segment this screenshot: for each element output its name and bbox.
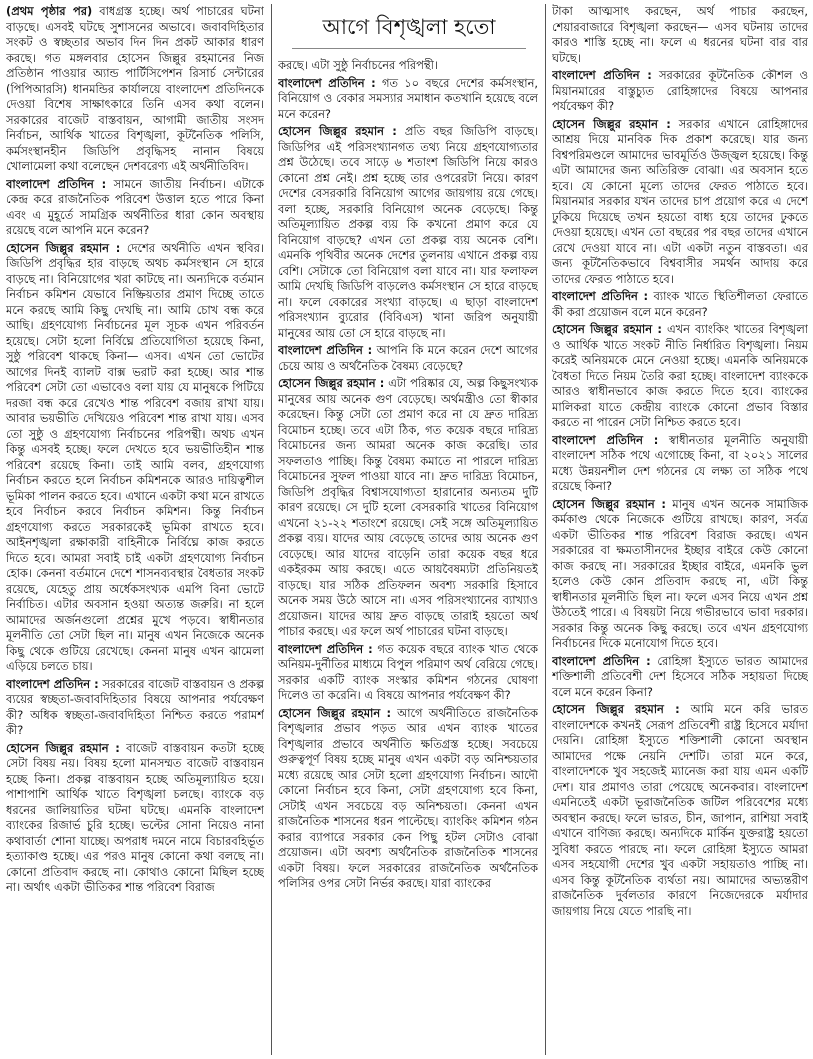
- answer-paragraph: [552, 117, 808, 288]
- paragraph-text: সরকারের বাজেট বাস্তবায়ন ও প্রকল্প ব্যয়ের স্বচ্ছতা-জবাবদিহিতার বিষয়ে আপনার পর্যবেক্ষণ কী? অধিক স্বচ্ছতা-জবাবদিহিতা নিশ্চিত করতে পরামর্শ কী?: [6, 676, 264, 737]
- paragraph-text: টাকা আত্মসাৎ করছেন, অর্থ পাচার করছেন, শেয়ারবাজারে বিশৃঙ্খলা করছেন— এসব ঘটনায় তাদের কারও শাস্তি হচ্ছে না। ফলে এ ধরনের ঘটনা বার বার ঘটছে।: [552, 4, 808, 65]
- question-paragraph: [552, 289, 808, 320]
- answer-paragraph: [278, 124, 538, 341]
- answer-paragraph: [552, 322, 808, 431]
- speaker-label: হোসেন জিল্লুর রহমান :: [278, 376, 385, 390]
- text-paragraph: [552, 4, 808, 66]
- speaker-label: বাংলাদেশ প্রতিদিন :: [278, 641, 373, 656]
- paragraph-text: করছে। এটা সুষ্ঠু নির্বাচনের পরিপন্থী।: [278, 58, 438, 72]
- continued-label: (প্রথম পৃষ্ঠার পর): [6, 4, 93, 18]
- column-2: [278, 58, 538, 1056]
- text-paragraph: [6, 4, 264, 175]
- answer-paragraph: [278, 376, 538, 640]
- paragraph-text: আমি মনে করি ভারত বাংলাদেশকে কখনই সেরূপ প্রতিবেশী রাষ্ট্র হিসেবে মর্যাদা দেয়নি। রোহিঙ্গা ইস্যুতে শক্তিশালী কোনো অবস্থান আমাদের পক্ষে নেয়নি দেশটি। তারা মনে করে, বাংলাদেশকে খুব সহজেই ম্যানেজ করা যায় এমন একটি দেশ। যার প্রমাণও তারা পেয়েছে অনেকবার। বাংলাদেশ এমনিতেই একটা ভূরাজনৈতিক জটিল পরিবেশের মধ্যে অবস্থান করছে। ফলে ভারত, চীন, জাপান, রাশিয়া সবাই এখানে বাণিজ্য করছে। অন্যদিকে মার্কিন যুক্তরাষ্ট্র হয়তো সুবিধা করতে পারছে না। ফলে রোহিঙ্গা ইস্যুতে আমরা এসব সহযোগী দেশের খুব একটা সহায়তাও পাচ্ছি না। এসব কিন্তু কূটনৈতিক ব্যর্থতা নয়। আমাদের অভ্যন্তরীণ রাজনৈতিক দুর্বলতার কারণে নিজেদেরকে মর্যাদার জায়গায় নিয়ে যেতে পারছি না।: [552, 702, 808, 918]
- paragraph-text: সরকারের কূটনৈতিক কৌশল ও মিয়ানমারের বাস্তুচ্যুত রোহিঙ্গাদের বিষয়ে আপনার পর্যবেক্ষণ কী?: [552, 68, 808, 113]
- speaker-label: হোসেন জিল্লুর রহমান :: [278, 124, 397, 138]
- paragraph-text: বাজেট বাস্তবায়ন কতটা হচ্ছে সেটা বিষয় নয়। বিষয় হলো মানসম্মত বাজেট বাস্তবায়ন হচ্ছে কিনা। প্রকল্প বাস্তবায়ন হচ্ছে অতিমূল্যায়িত হয়ে। পাশাপাশি আর্থিক খাতে বিশৃঙ্খলা চলছে। ব্যাংকে বড় ধরনের জালিয়াতির ঘটনা ঘটছে। এমনকি বাংলাদেশ ব্যাংকের রিজার্ভ চুরি হচ্ছে। ভল্টের সোনা নিয়েও নানা কথাবার্তা শোনা যাচ্ছে। অপরাধ দমনে নামে বিচারবহির্ভূত হত্যাকাণ্ড হচ্ছে। এর পরও মানুষ কোনো কথা বলছে না। কোনো প্রতিবাদ করছে না। কোথাও কোনো মিছিল হচ্ছে না। অর্থাৎ একটা ভীতিকর শান্ত পরিবেশ বিরাজ: [6, 740, 264, 894]
- text-paragraph: [278, 58, 538, 74]
- paragraph-text: আপনি কি মনে করেন দেশে আগের চেয়ে আয় ও অর্থনৈতিক বৈষম্য বেড়েছে?: [278, 343, 538, 373]
- answer-paragraph: [278, 706, 538, 892]
- speaker-label: বাংলাদেশ প্রতিদিন :: [552, 432, 659, 447]
- paragraph-text: স্বাধীনতার মূলনীতি অনুযায়ী বাংলাদেশ সঠিক পথে এগোচ্ছে কিনা, বা ২০২১ সালের মধ্যে উন্নয়নশীল দেশ গঠনের যে লক্ষ্য তা সঠিক পথে রয়েছে কিনা?: [552, 432, 808, 493]
- paragraph-text: বাধগ্রস্ত হচ্ছে। অর্থ পাচারের ঘটনা বাড়ছে। এসবই ঘটছে সুশাসনের অভাবে। জবাবদিহিতার সংকট ও স্বচ্ছতার অভাব দিন দিন প্রকট আকার ধারণ করছে। গত মঙ্গলবার হোসেন জিল্লুর রহমানের নিজ প্রতিষ্ঠান পাওয়ার অ্যান্ড পার্টিসিপেশন রিসার্চ সেন্টারের (পিপিআরসি) ধানমন্ডির কার্যালয়ে বাংলাদেশ প্রতিদিনকে দেওয়া বিশেষ সাক্ষাৎকারে তিনি এসব কথা বলেন। সরকারের বাজেট বাস্তবায়ন, আগামী জাতীয় সংসদ নির্বাচন, আর্থিক খাতের বিশৃঙ্খলা, কূটনৈতিক পলিসি, কর্মসংস্থানহীন জিডিপি প্রবৃদ্ধিসহ নানান বিষয়ে খোলামেলা কথা বলেছেন দেশবরেণ্য এই অর্থনীতিবিদ।: [6, 4, 264, 173]
- question-paragraph: [6, 177, 264, 239]
- speaker-label: হোসেন জিল্লুর রহমান :: [552, 322, 662, 336]
- speaker-label: হোসেন জিল্লুর রহমান :: [552, 702, 680, 716]
- column-3: [552, 4, 808, 1056]
- paragraph-text: ব্যাংক খাতে স্থিতিশীলতা ফেরাতে কী করা প্রয়োজন বলে মনে করেন?: [552, 289, 808, 319]
- paragraph-text: সরকার এখানে রোহিঙ্গাদের আশ্রয় দিয়ে মানবিক দিক প্রকাশ করেছে। যার জন্য বিশ্বপরিমণ্ডলে আমাদের ভাবমূর্তিও উজ্জ্বল হয়েছে। কিন্তু এটা আমাদের জন্য অতিরিক্ত বোঝা। এর অবসান হতে হবে। যে কোনো মূল্যে তাদের ফেরত পাঠাতে হবে। মিয়ানমার সরকার যখন তাদের চাপ প্রয়োগ করে এ দেশে ঢুকিয়ে দিয়েছে তখন হয়তো বাধ্য হয়ে তাদের ঢুকতে দেওয়া হয়েছে। এখন তো বছরের পর বছর তাদের এখানে রেখে দেওয়া যাবে না। এটা একটা নতুন বাস্তবতা। এর জন্য কূটনৈতিকভাবে বিশ্ববাসীর সমর্থন আদায় করে তাদের ফেরত পাঠাতে হবে।: [552, 116, 808, 286]
- paragraph-text: মানুষ এখন অনেক সামাজিক কর্মকাণ্ড থেকে নিজেকে গুটিয়ে রাখছে। কারণ, সর্বত্র একটা ভীতিকর শান্ত পরিবেশ বিরাজ করছে। এখন সরকারের বা ক্ষমতাসীনদের ইচ্ছার বাইরে কেউ কোনো কাজ করছে না। সরকারের ইচ্ছার বাইরে, এমনকি ভুল হলেও কেউ কোন প্রতিবাদ করছে না, এটা কিন্তু স্বাধীনতার মূলনীতি ছিল না। ফলে এসব নিয়ে এখন প্রশ্ন উঠতেই পারে। এ বিষয়টা নিয়ে গভীরভাবে ভাবা দরকার। সরকার কিন্তু অনেক কিছু করছে। তবে এখন গ্রহণযোগ্য নির্বাচনের দিকে মনোযোগ দিতে হবে।: [552, 496, 808, 650]
- question-paragraph: [278, 343, 538, 374]
- paragraph-text: আগে অর্থনীতিতে রাজনৈতিক বিশৃঙ্খলার প্রভাব পড়ত আর এখন ব্যাংক খাতের বিশৃঙ্খলার প্রভাবে অর্থনীতি ক্ষতিগ্রস্ত হচ্ছে। সবচেয়ে গুরুত্বপূর্ণ বিষয় হচ্ছে মানুষ এখন একটা বড় অনিশ্চয়তার মধ্যে রয়েছে আর সেটা হলো গ্রহণযোগ্য নির্বাচন। আদৌ কোনো নির্বাচন হবে কিনা, সেটা গ্রহণযোগ্য হবে কিনা, সেটাই এখন সবচেয়ে বড় অনিশ্চয়তা। কেননা এখন রাজনৈতিক শাসনের ধরন পাল্টেছে। ব্যাংকিং কমিশন গঠন করার ব্যাপারে সরকার কেন পিছু হটল সেটাও বোঝা প্রয়োজন। এটা অবশ্য অর্থনৈতিক রাজনৈতিক শাসনের একটা বিষয়। ফলে সরকারের রাজনৈতিক অর্থনৈতিক পলিসির ওপর সেটা নির্ভর করছে। যারা ব্যাংকের: [278, 705, 538, 890]
- answer-paragraph: [6, 741, 264, 896]
- paragraph-text: এখন ব্যাংকিং খাতের বিশৃঙ্খলা ও আর্থিক খাতে সংকট নীতি নির্ধারিত বিশৃঙ্খলা। নিয়ম করেই অনিয়মকে মেনে নেওয়া হচ্ছে। এমনকি অনিয়মকে বৈধতা দিতে নিয়ম তৈরি করা হচ্ছে। বাংলাদেশ ব্যাংককে আরও স্বাধীনভাবে কাজ করতে দিতে হবে। ব্যাংকের মালিকরা যাতে কেন্দ্রীয় ব্যাংকে কোনো প্রভাব বিস্তার করতে না পারেন সেটা নিশ্চিত করতে হবে।: [552, 322, 808, 429]
- speaker-label: বাংলাদেশ প্রতিদিন :: [552, 289, 649, 303]
- headline: [292, 8, 526, 49]
- question-paragraph: [552, 68, 808, 115]
- paragraph-text: সামনে জাতীয় নির্বাচন। এটাকে কেন্দ্র করে রাজনৈতিক পরিবেশ উত্তাল হতে পারে কিনা এবং এ মুহূর্তে সামগ্রিক অর্থনীতির ধারা কোন অবস্থায় রয়েছে বলে আপনি মনে করেন?: [6, 176, 264, 237]
- answer-paragraph: [6, 241, 264, 675]
- paragraph-text: গত ১০ বছরে দেশের কর্মসংস্থান, বিনিয়োগ ও বেকার সমস্যার সমাধান কতখানি হয়েছে বলে মনে করেন?: [278, 75, 538, 121]
- headline-text: আগে বিশৃঙ্খলা হতো: [322, 14, 496, 39]
- speaker-label: বাংলাদেশ প্রতিদিন :: [278, 75, 376, 90]
- speaker-label: হোসেন জিল্লুর রহমান :: [278, 705, 392, 720]
- column-1: [6, 4, 264, 1056]
- speaker-label: বাংলাদেশ প্রতিদিন :: [552, 68, 652, 82]
- speaker-label: হোসেন জিল্লুর রহমান :: [552, 116, 671, 131]
- paragraph-text: গত কয়েক বছরে ব্যাংক খাত থেকে অনিয়ম-দুর্নীতির মাধ্যমে বিপুল পরিমাণ অর্থ বেরিয়ে গেছে। সরকার একটি ব্যাংক সংস্কার কমিশন গঠনের ঘোষণা দিলেও তা করেনি। এ বিষয়ে আপনার পর্যবেক্ষণ কী?: [278, 641, 538, 702]
- column-rule: [545, 4, 546, 1055]
- speaker-label: বাংলাদেশ প্রতিদিন :: [552, 653, 651, 668]
- question-paragraph: [552, 654, 808, 701]
- speaker-label: বাংলাদেশ প্রতিদিন :: [6, 676, 99, 691]
- answer-paragraph: [552, 497, 808, 652]
- paragraph-text: এটা পরিষ্কার যে, অল্প কিছুসংখ্যক মানুষের আয় অনেক গুণ বেড়েছে। অর্থমন্ত্রীও তো স্বীকার করেছেন। কিন্তু সেটা তো প্রমাণ করে না যে দ্রুত দারিদ্র্য বিমোচন হচ্ছে। তবে এটা ঠিক, গত কয়েক বছরে দারিদ্র্য বিমোচনের জন্য আমরা অনেক কাজ করেছি। তার সফলতাও পাচ্ছি। কিন্তু বৈষম্য কমাতে না পারলে দারিদ্র্য বিমোচনের সুফল পাওয়া যাবে না। দ্রুত দারিদ্র্য বিমোচন, জিডিপি প্রবৃদ্ধির বিশ্বাসযোগ্যতা হারানোর অন্যতম দুটি কারণ রয়েছে। সে দুটি হলো বেসরকারি খাতের বিনিয়োগ এখনো ২১-২২ শতাংশে রয়েছে। সেই সঙ্গে অতিমূল্যায়িত প্রকল্প ব্যয়। যাদের আয় বেড়েছে তাদের আয় অনেক গুণ বেড়েছে। আর যাদের বাড়েনি তারা কয়েক বছর ধরে একইরকম আয় করছে। এতে আয়বৈষম্যটা প্রতিনিয়তই বাড়ছে। যার সঠিক প্রতিফলন অবশ্য সরকারি হিসাবে অনেক সময় উঠে আসে না। এসব পরিসংখ্যানের ব্যাখ্যাও প্রয়োজন। যাদের আয় দ্রুত বাড়ছে তারাই হয়তো অর্থ পাচার করছে। এর ফলে অর্থ পাচারের ঘটনা বাড়ছে।: [278, 376, 538, 638]
- paragraph-text: রোহিঙ্গা ইস্যুতে ভারত আমাদের শক্তিশালী প্রতিবেশী দেশ হিসেবে সঠিক সহায়তা দিচ্ছে বলে মনে করেন কিনা?: [552, 653, 808, 699]
- paragraph-text: দেশের অর্থনীতি এখন স্থবির। জিডিপি প্রবৃদ্ধির হার বাড়ছে অথচ কর্মসংস্থান সে হারে বাড়ছে না। বিনিয়োগের খরা কাটছে না। অন্যদিকে বর্তমান নির্বাচন কমিশন যেভাবে নিষ্ক্রিয়তার প্রমাণ দিচ্ছে তাতে মনে করছে আমি কিছু দেখছি না। আমি চোখ বন্ধ করে আছি। গ্রহণযোগ্য নির্বাচনের মূল সূচক এখন পরিবর্তন হয়েছে। সেটা হলো নির্বিঘ্নে প্রতিযোগিতা হয়েছে কিনা, সুষ্ঠু পরিবেশ থাকছে কিনা— এসব। এখন তো ভোটের আগের দিনই ব্যালট বাক্স ভরাট করা হচ্ছে। আর শান্ত পরিবেশ সেটা তো এভাবেও বলা যায় যে মানুষকে পিটিয়ে দরজা বন্ধ করে রেখেও শান্ত পরিবেশ বজায় রাখা যায়। আবার ভয়ভীতি দেখিয়েও পরিবেশ শান্ত রাখা যায়। এসব তো সুষ্ঠু ও গ্রহণযোগ্য নির্বাচনের পরিপন্থী। অথচ এখন কিন্তু এসবই হচ্ছে। ফলে দেখতে হবে ভয়ভীতিহীন শান্ত পরিবেশ রয়েছে কিনা। তাই আমি বলব, গ্রহণযোগ্য নির্বাচন করতে হলে নির্বাচন কমিশনকে আরও দায়িত্বশীল ভূমিকা পালন করতে হবে। এখানে একটা কথা মনে রাখতে হবে নির্বাচন করবে নির্বাচন কমিশন। কিন্তু নির্বাচন গ্রহণযোগ্য করতে সরকারকেই ভূমিকা রাখতে হবে। আইনশৃঙ্খলা রক্ষাকারী বাহিনীকে নির্বিঘ্নে কাজ করতে দিতে হবে। আমরা সবাই চাই একটা গ্রহণযোগ্য নির্বাচন হোক। কেননা বর্তমানে দেশে শাসনব্যবস্থার বৈধতার সংকট রয়েছে, যেহেতু প্রায় অর্ধেকসংখ্যক এমপি বিনা ভোটে নির্বাচিত। এটার অবসান হওয়া অত্যন্ত জরুরি। না হলে আমাদের অর্জনগুলো প্রশ্নের মুখে পড়বে। স্বাধীনতার মূলনীতি তো সেটা ছিল না। মানুষ এখন নিজেকে অনেক কিছু থেকে গুটিয়ে রেখেছে। কেননা মানুষ এখন ঝামেলা এড়িয়ে চলতে চায়।: [6, 240, 264, 673]
- paragraph-text: প্রতি বছর জিডিপি বাড়ছে। জিডিপির এই পরিসংখ্যানগত তথ্য নিয়ে গ্রহণযোগ্যতার প্রশ্ন উঠেছে। তবে সাড়ে ৬ শতাংশ জিডিপি নিয়ে কারও কোনো প্রশ্ন নেই। প্রশ্ন হচ্ছে তার ওপরেরটা নিয়ে। কারণ দেশের বেসরকারি বিনিয়োগ আগের জায়গায় রয়ে গেছে। বলা হচ্ছে, সরকারি বিনিয়োগ অনেক বেড়েছে। কিন্তু অতিমূল্যায়িত প্রকল্প ব্যয় কি কখনো প্রমাণ করে যে বিনিয়োগ বাড়ছে? এখন তো প্রকল্প ব্যয় অনেক বেশি। এমনকি পৃথিবীর অনেক দেশের তুলনায় এখানে প্রকল্প ব্যয় বেশি। সেটাকে তো বিনিয়োগ বলা যাবে না। যার ফলাফল আমি দেখছি জিডিপি বাড়লেও কর্মসংস্থান সে হারে বাড়ছে না। ফলে বেকারের সংখ্যা বাড়ছে। এ ছাড়া বাংলাদেশ পরিসংখ্যান ব্যুরোর (বিবিএস) খানা জরিপ অনুযায়ী মানুষের আয় তো সে হারে বাড়ছে না।: [278, 124, 538, 340]
- answer-paragraph: [552, 702, 808, 919]
- question-paragraph: [278, 76, 538, 123]
- question-paragraph: [278, 642, 538, 704]
- question-paragraph: [6, 677, 264, 739]
- speaker-label: বাংলাদেশ প্রতিদিন :: [6, 176, 107, 191]
- speaker-label: হোসেন জিল্লুর রহমান :: [6, 740, 120, 755]
- speaker-label: হোসেন জিল্লুর রহমান :: [552, 496, 666, 511]
- column-rule: [271, 4, 272, 1055]
- speaker-label: হোসেন জিল্লুর রহমান :: [6, 240, 121, 255]
- question-paragraph: [552, 433, 808, 495]
- speaker-label: বাংলাদেশ প্রতিদিন :: [278, 343, 373, 357]
